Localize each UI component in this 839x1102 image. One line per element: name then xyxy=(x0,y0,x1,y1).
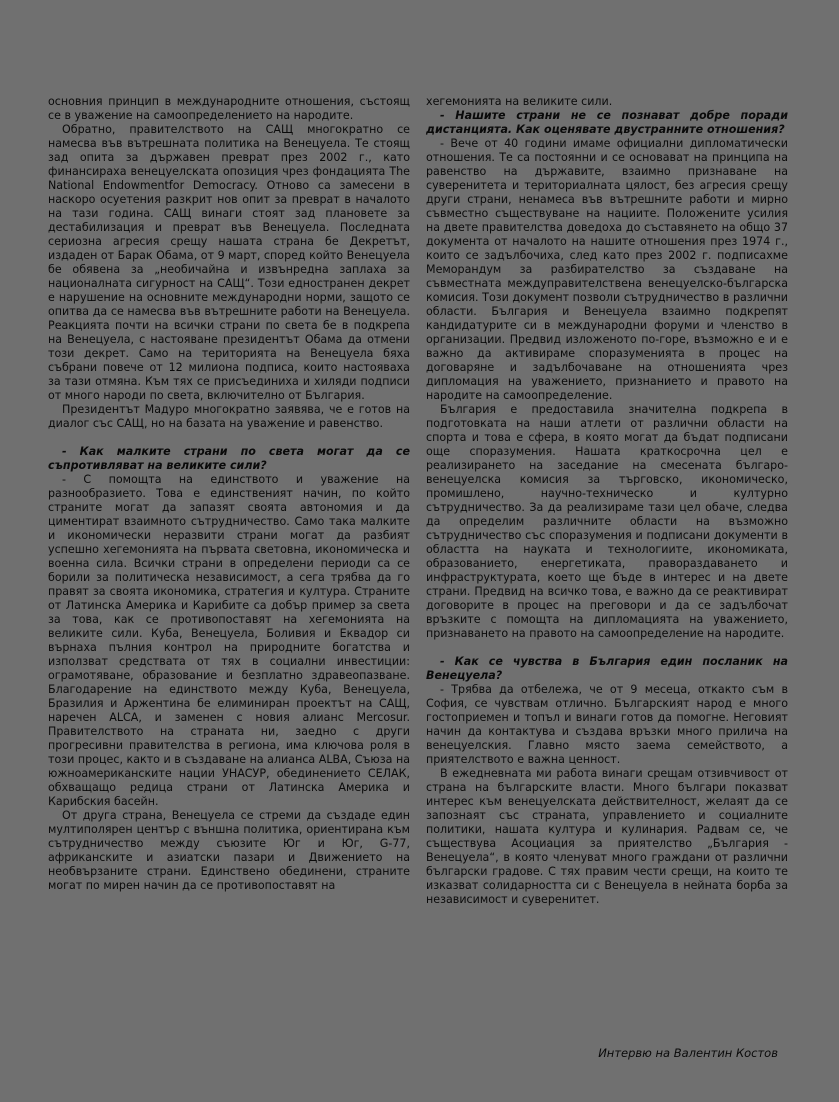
paragraph: основния принцип в международните отношения, състоящ се в уважение на самоопределението на народите. xyxy=(48,95,410,122)
paragraph: От друга страна, Венецуела се стреми да създаде един мултиполярен център с външна политика, ориентирана към сътрудничество между съюзите Юг и Юг, G-77, африканските и азиатски пазари и Движението на необвързаните страни. Единствено обединени, страните могат по мирен начин да се противопоставят на xyxy=(48,809,410,892)
left-column xyxy=(48,95,410,893)
author-signature: Интервю на Валентин Костов xyxy=(598,1046,778,1060)
paragraph: - Вече от 40 години имаме официални дипломатически отношения. Те са постоянни и се основават на принципа на равенство на държавите, взаимно признаване на суверенитета и териториалната цялост, без агресия срещу други страни, ненамеса във вътрешните работи и мирно съвместно съществуване на нациите. Положените усилия на двете правителства доведоха до съставянето на общо 37 документа от началото на нашите отношения през 1974 г., които се задълбочиха, след като през 2002 г. подписахме Меморандум за разбирателство за създаване на съвместната междуправителствена венецуелско-българска комисия. Този документ позволи сътрудничество в различни области. България и Венецуела взаимно подкрепят кандидатурите си в международни форуми и членство в организации. Предвид изложеното по-горе, възможно е и е важно да активираме споразуменията в процес на договаряне и задълбочаване на отношенията чрез дипломация на уважението, признанието и правото на народите на самоопределение. xyxy=(426,137,788,402)
paragraph: Обратно, правителството на САЩ многократно се намесва във вътрешната политика на Венецуела. Те стоящ зад опита за държавен преврат през 2002 г., като финансираха венецуелската опозиция чрез фондацията The National Endowmentfor Democracy. Отново са замесени в наскоро осуетения разкрит нов опит за преврат в началото на тази година. САЩ винаги стоят зад плановете за дестабилизация и преврат във Венецуела. Последната сериозна агресия срещу нашата страна бе Декретът, издаден от Барак Обама, от 9 март, според който Венецуела бе обявена за „необичайна и извънредна заплаха за националната сигурност на САЩ“. Този едностранен декрет е нарушение на основните международни норми, защото се опитва да се намесва във вътрешните работи на Венецуела. Реакцията почти на всички страни по света бе в подкрепа на Венецуела, с настояване президентът Обама да отмени този декрет. Само на територията на Венецуела бяха събрани повече от 12 милиона подписа, които настояваха за тази отмяна. Към тях се присъединиха и хиляди подписи от много народи по света, включително от България. xyxy=(48,123,410,402)
paragraph: България е предоставила значителна подкрепа в подготовката на наши атлети от различни области на спорта и това е сфера, в която могат да бъдат подписани още споразумения. Нашата краткосрочна цел е реализирането на заседание на смесената българо-венецуелска комисия за търговско, икономическо, промишлено, научно-техническо и културно сътрудничество. За да реализираме тази цел обаче, следва да определим различните области на възможно сътрудничество със споразумения и подписани документи в областта на науката и технологиите, икономиката, образованието, енергетиката, правораздаването и инфраструктурата, което ще бъде в интерес и на двете страни. Предвид на всичко това, е важно да се реактивират договорите в процес на преговори и да се задълбочат връзките с помощта на дипломацията на уважението, признаването на правото на самоопределение на народите. xyxy=(426,403,788,640)
paragraph: хегемонията на великите сили. xyxy=(426,95,613,108)
paragraph: В ежедневната ми работа винаги срещам отзивчивост от страна на българските власти. Много българи показват интерес към венецуелската действителност, желаят да се запознаят със страната, управлението и социалните политики, нашата култура и кулинария. Радвам се, че съществува Асоциация за приятелство „България - Венецуела“, в която членуват много граждани от различни български градове. С тях правим чести срещи, на които те изказват солидарността си с Венецуела в нейната борба за независимост и суверенитет. xyxy=(426,767,788,906)
interview-question: - Как малките страни по света могат да се съпротивляват на великите сили? xyxy=(48,445,410,472)
paragraph: - С помощта на единството и уважение на разнообразието. Това е единственият начин, по който страните могат да запазят своята автономия и да циментират взаимното сътрудничество. Само така малките и икономически неразвити страни могат да разбият успешно хегемонията на първата световна, икономическа и военна сила. Всички страни в определени периоди са се борили за политическа независимост, а сега трябва да го правят за своята икономика, стратегия и култура. Страните от Латинска Америка и Карибите са добър пример за света за това, как се противопоставят на хегемонията на великите сили. Куба, Венецуела, Боливия и Еквадор си върнаха пълния контрол на природните богатства и използват средствата от тях в социални инвестиции: ограмотяване, образование и безплатно здравеопазване. Благодарение на единството между Куба, Венецуела, Бразилия и Аржентина бе елиминиран проектът на САЩ, наречен ALCA, и заменен с новия алианс Mercosur. Правителството на страната ни, заедно с други прогресивни правителства в региона, има ключова роля в този процес, както и в създаване на алианса ALBA, Съюза на южноамериканските нации УНАСУР, обединението СЕЛАК, обхващащо редица страни от Латинска Америка и Карибския басейн. xyxy=(48,473,410,808)
paragraph: Президентът Мадуро многократно заявява, че е готов на диалог със САЩ, но на базата на уважение и равенство. xyxy=(48,403,410,430)
spacer xyxy=(48,431,410,445)
interview-question: - Нашите страни не се познават добре поради дистанцията. Как оценявате двустранните отношения? xyxy=(426,109,788,136)
paragraph: - Трябва да отбележа, че от 9 месеца, откакто съм в София, се чувствам отлично. Българският народ е много гостоприемен и топъл и винаги готов да помогне. Неговият начин да контактува и създава връзки много прилича на венецуелския. Главно място заема семейството, а приятелството е важна ценност. xyxy=(426,683,788,766)
interview-question: - Как се чувства в България един посланик на Венецуела? xyxy=(426,655,788,682)
spacer xyxy=(426,641,788,655)
right-column xyxy=(426,95,788,907)
